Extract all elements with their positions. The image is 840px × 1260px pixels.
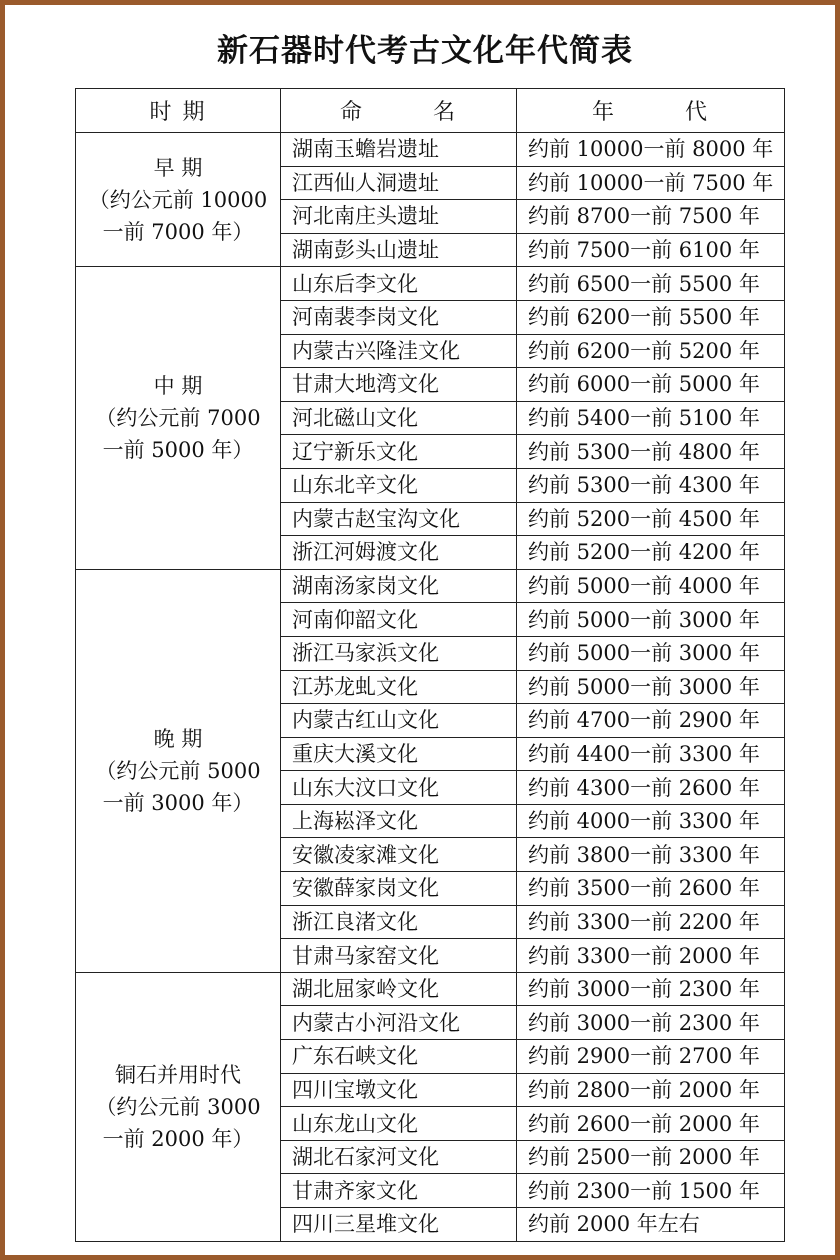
- culture-name: 山东北辛文化: [281, 468, 517, 502]
- culture-name: 甘肃马家窑文化: [281, 939, 517, 973]
- culture-date: 约前 3000一前 2300 年: [517, 1006, 785, 1040]
- culture-date: 约前 6200一前 5500 年: [517, 300, 785, 334]
- culture-date: 约前 5300一前 4300 年: [517, 468, 785, 502]
- culture-name: 河南裴李岗文化: [281, 300, 517, 334]
- table-header: [76, 89, 785, 133]
- culture-date: 约前 3000一前 2300 年: [517, 972, 785, 1006]
- culture-date: 约前 10000一前 8000 年: [517, 133, 785, 167]
- period-range: （约公元前 5000 一前 3000 年）: [95, 758, 261, 815]
- culture-name: 湖北屈家岭文化: [281, 972, 517, 1006]
- culture-name: 四川三星堆文化: [281, 1208, 517, 1242]
- header-name: 命 名: [281, 89, 517, 133]
- culture-name: 山东龙山文化: [281, 1107, 517, 1141]
- period-cell: [76, 267, 281, 569]
- culture-name: 山东后李文化: [281, 267, 517, 301]
- culture-date: 约前 2900一前 2700 年: [517, 1040, 785, 1074]
- culture-date: 约前 6500一前 5500 年: [517, 267, 785, 301]
- page-title: 新石器时代考古文化年代简表: [217, 33, 633, 69]
- culture-name: 内蒙古赵宝沟文化: [281, 502, 517, 536]
- culture-date: 约前 3300一前 2000 年: [517, 939, 785, 973]
- culture-date: 约前 3300一前 2200 年: [517, 905, 785, 939]
- culture-date: 约前 8700一前 7500 年: [517, 200, 785, 234]
- culture-name: 江苏龙虬文化: [281, 670, 517, 704]
- culture-name: 湖南玉蟾岩遗址: [281, 133, 517, 167]
- period-range: （约公元前 3000 一前 2000 年）: [95, 1094, 261, 1151]
- culture-date: 约前 6200一前 5200 年: [517, 334, 785, 368]
- culture-date: 约前 6000一前 5000 年: [517, 368, 785, 402]
- table-row: [76, 133, 785, 167]
- culture-date: 约前 4000一前 3300 年: [517, 804, 785, 838]
- culture-date: 约前 5000一前 4000 年: [517, 569, 785, 603]
- culture-date: 约前 4300一前 2600 年: [517, 771, 785, 805]
- period-name: 铜石并用时代: [115, 1062, 241, 1087]
- culture-name: 浙江马家浜文化: [281, 636, 517, 670]
- culture-name: 浙江良渚文化: [281, 905, 517, 939]
- culture-date: 约前 10000一前 7500 年: [517, 166, 785, 200]
- culture-date: 约前 3500一前 2600 年: [517, 872, 785, 906]
- culture-date: 约前 5000一前 3000 年: [517, 670, 785, 704]
- culture-name: 内蒙古小河沿文化: [281, 1006, 517, 1040]
- period-name: 晚 期: [153, 726, 203, 751]
- culture-name: 内蒙古红山文化: [281, 704, 517, 738]
- culture-name: 湖南汤家岗文化: [281, 569, 517, 603]
- culture-name: 浙江河姆渡文化: [281, 536, 517, 570]
- culture-name: 重庆大溪文化: [281, 737, 517, 771]
- period-range: （约公元前 7000 一前 5000 年）: [95, 406, 261, 463]
- culture-date: 约前 5300一前 4800 年: [517, 435, 785, 469]
- table-row: [76, 569, 785, 603]
- culture-date: 约前 2000 年左右: [517, 1208, 785, 1242]
- period-name: 早 期: [153, 155, 203, 180]
- culture-date: 约前 4400一前 3300 年: [517, 737, 785, 771]
- culture-name: 四川宝墩文化: [281, 1073, 517, 1107]
- culture-date: 约前 4700一前 2900 年: [517, 704, 785, 738]
- period-cell: [76, 569, 281, 972]
- culture-name: 山东大汶口文化: [281, 771, 517, 805]
- table-row: [76, 267, 785, 301]
- culture-name: 安徽薛家岗文化: [281, 872, 517, 906]
- header-date: 年 代: [517, 89, 785, 133]
- culture-name: 河北南庄头遗址: [281, 200, 517, 234]
- culture-name: 辽宁新乐文化: [281, 435, 517, 469]
- culture-name: 甘肃大地湾文化: [281, 368, 517, 402]
- chronology-table: [75, 88, 785, 1242]
- table-body: [76, 133, 785, 1242]
- culture-date: 约前 2300一前 1500 年: [517, 1174, 785, 1208]
- culture-name: 河南仰韶文化: [281, 603, 517, 637]
- culture-date: 约前 2800一前 2000 年: [517, 1073, 785, 1107]
- culture-date: 约前 5200一前 4500 年: [517, 502, 785, 536]
- period-range: （约公元前 10000 一前 7000 年）: [88, 187, 268, 244]
- culture-name: 内蒙古兴隆洼文化: [281, 334, 517, 368]
- culture-name: 湖南彭头山遗址: [281, 233, 517, 267]
- culture-date: 约前 2600一前 2000 年: [517, 1107, 785, 1141]
- header-period: 时 期: [76, 89, 281, 133]
- period-cell: [76, 133, 281, 267]
- culture-name: 安徽凌家滩文化: [281, 838, 517, 872]
- culture-name: 河北磁山文化: [281, 401, 517, 435]
- culture-date: 约前 2500一前 2000 年: [517, 1140, 785, 1174]
- culture-date: 约前 5400一前 5100 年: [517, 401, 785, 435]
- culture-date: 约前 5200一前 4200 年: [517, 536, 785, 570]
- culture-name: 甘肃齐家文化: [281, 1174, 517, 1208]
- period-cell: [76, 972, 281, 1241]
- culture-date: 约前 5000一前 3000 年: [517, 636, 785, 670]
- culture-date: 约前 7500一前 6100 年: [517, 233, 785, 267]
- culture-name: 江西仙人洞遗址: [281, 166, 517, 200]
- culture-name: 广东石峡文化: [281, 1040, 517, 1074]
- table-row: [76, 972, 785, 1006]
- header-row: [76, 89, 785, 133]
- period-name: 中 期: [153, 374, 203, 399]
- culture-date: 约前 5000一前 3000 年: [517, 603, 785, 637]
- culture-name: 上海崧泽文化: [281, 804, 517, 838]
- culture-name: 湖北石家河文化: [281, 1140, 517, 1174]
- culture-date: 约前 3800一前 3300 年: [517, 838, 785, 872]
